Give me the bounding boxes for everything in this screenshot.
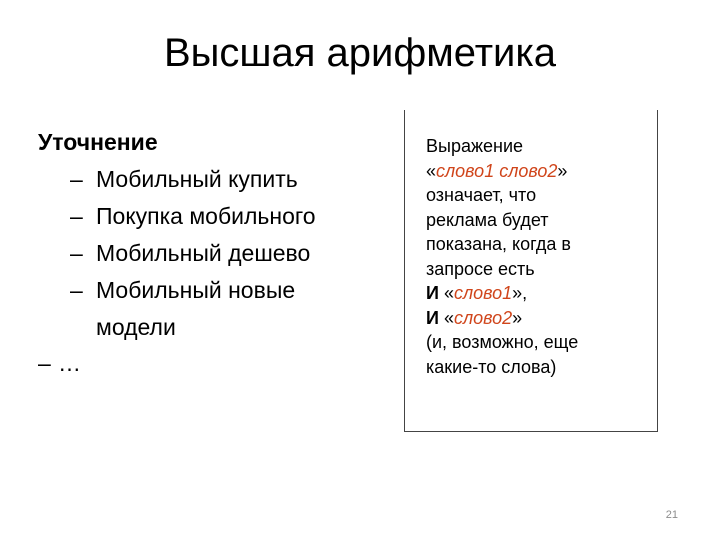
note-line: означает, что [426,185,537,205]
list-item [38,161,378,198]
refinement-heading: Уточнение [38,129,158,155]
list-item [38,235,378,272]
page-number: 21 [665,509,678,521]
note-line: (и, возможно, еще [426,332,579,352]
and-keyword: И [426,307,439,328]
keyword-phrase: слово1 слово2 [436,160,558,181]
and-keyword: И [426,283,439,303]
list-item [38,198,378,235]
note-text [426,134,652,379]
slide-title: Высшая арифметика [164,31,556,75]
dash-bullet: – [38,350,51,376]
list-item-continuation [38,309,378,345]
list-item-text: … [58,350,81,376]
quote-close: », [512,283,528,303]
note-line [426,281,652,306]
keyword-word2: слово2 [453,307,513,328]
note-line [426,159,652,184]
note-line: какие-то слова) [426,356,557,377]
quote-open: « [426,160,437,181]
list-item [38,272,378,309]
list-item-text: Покупка мобильного [96,203,316,229]
list-item-text: модели [96,314,176,340]
quote-open: « [438,307,454,328]
keyword-word1: слово1 [453,283,513,303]
dash-bullet: – [70,240,83,266]
list-item-text: Мобильный купить [96,166,298,192]
note-line: реклама будет [426,209,549,230]
dash-bullet: – [70,203,83,229]
quote-open: « [438,283,454,303]
dash-bullet: – [70,277,83,303]
list-item-text: Мобильный дешево [96,240,311,266]
note-line: запросе есть [426,258,535,279]
list-item-text: Мобильный новые [96,277,296,303]
note-line: Выражение [426,136,524,156]
note-line: показана, когда в [426,234,571,254]
refinement-list [38,124,378,376]
dash-bullet: – [70,166,83,192]
quote-close: » [512,307,523,328]
quote-close: » [557,160,568,181]
note-line [426,306,652,331]
